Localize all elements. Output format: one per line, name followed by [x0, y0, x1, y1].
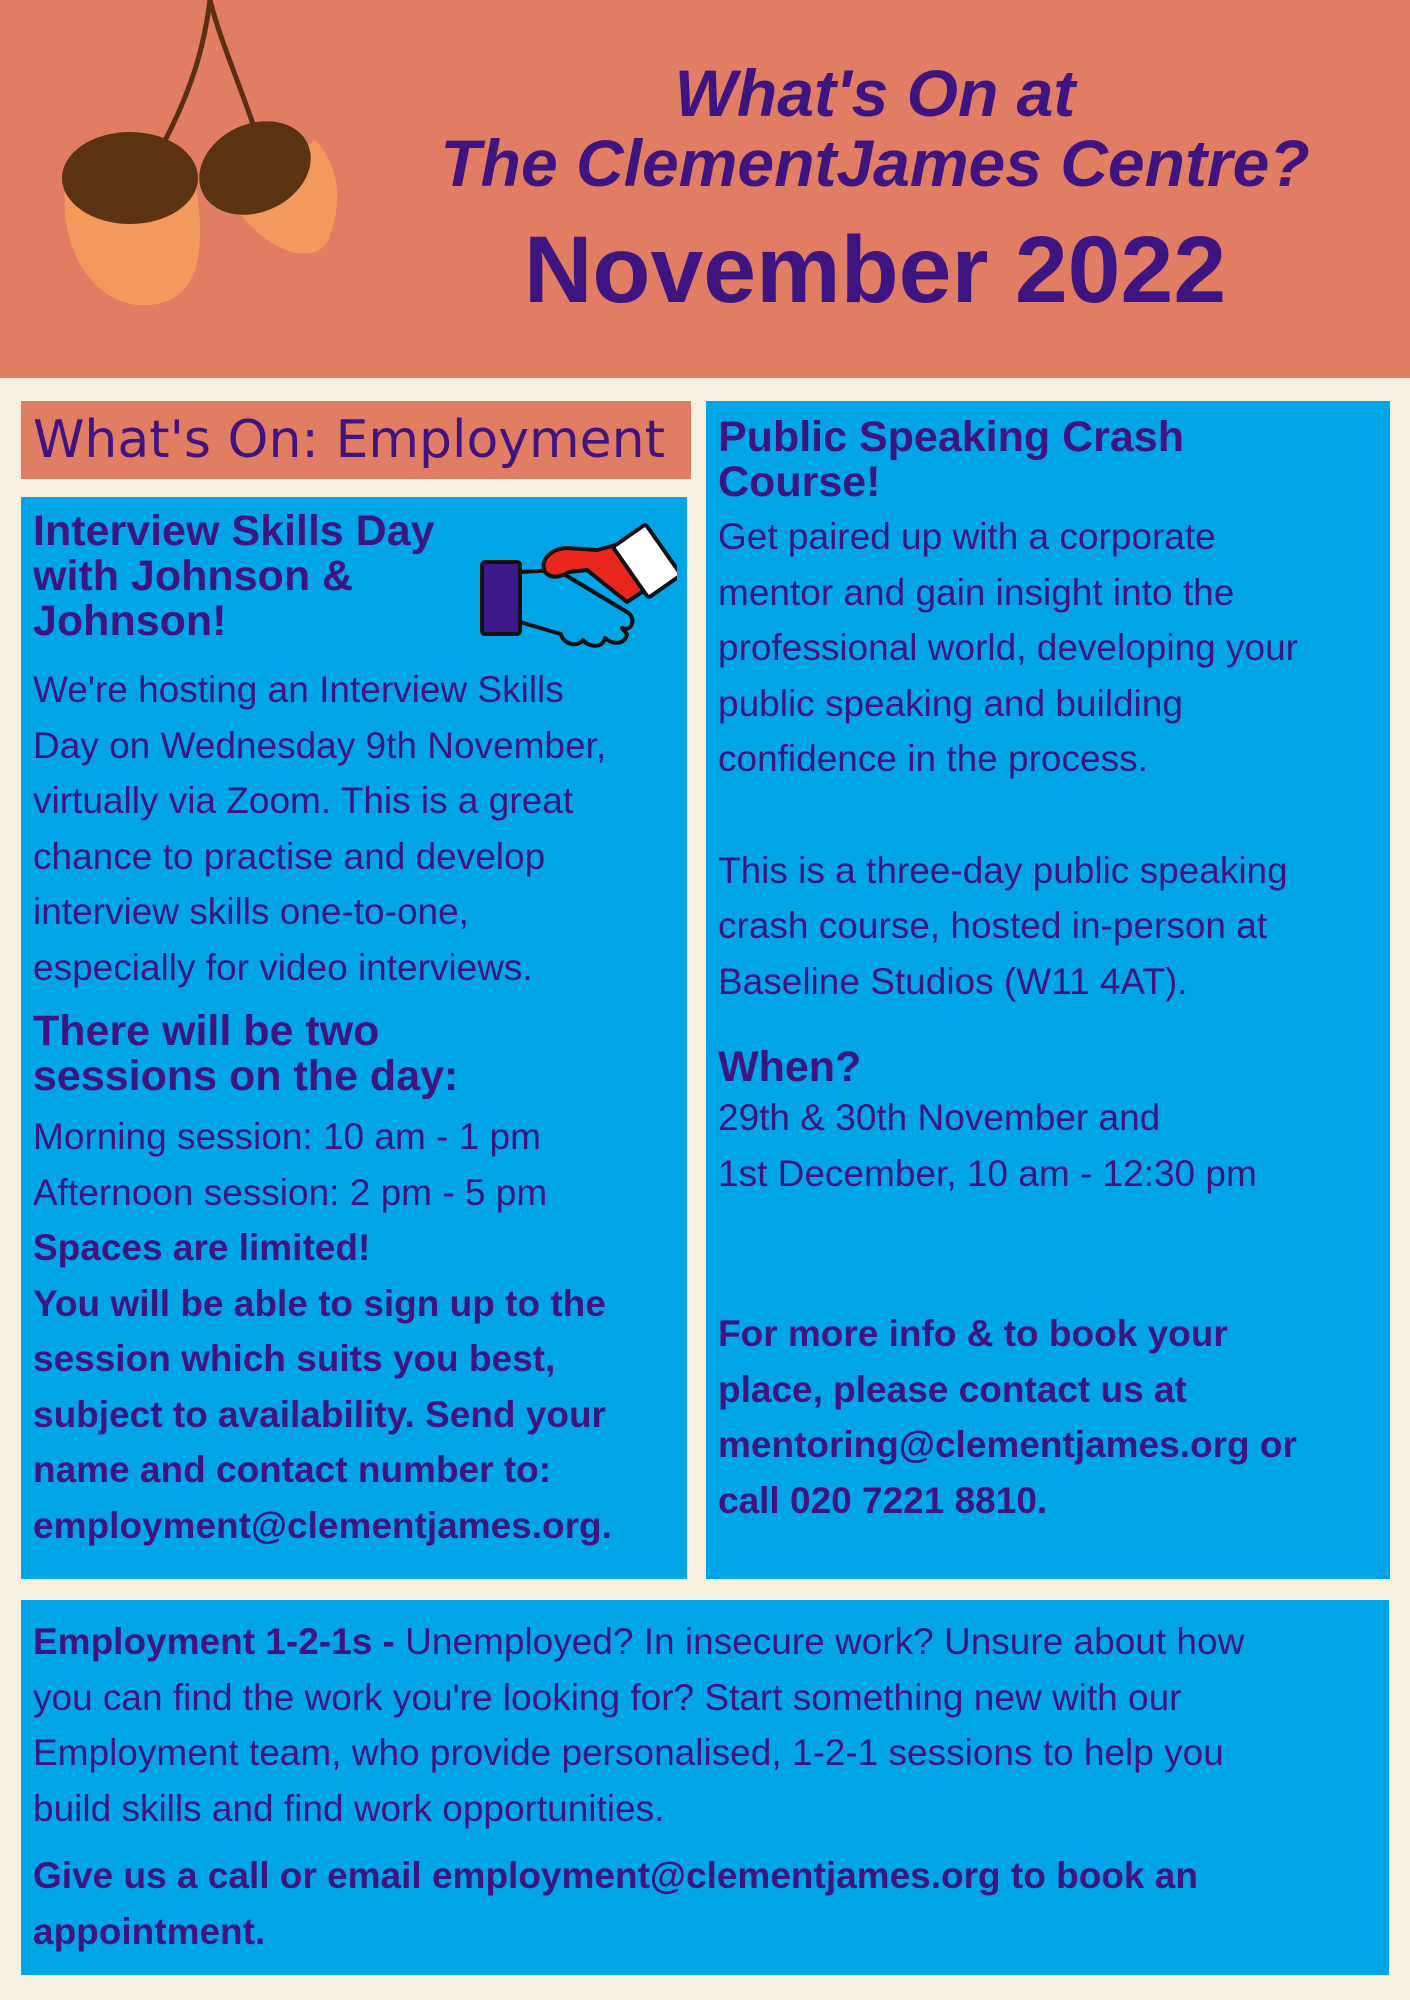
interview-description [33, 662, 675, 995]
intro-line: Get paired up with a corporate [718, 516, 1216, 557]
intro-line: public speaking and building [718, 682, 1183, 724]
when-dates [718, 1090, 1378, 1201]
signup-line: You will be able to sign up to the [33, 1282, 606, 1324]
signup-line: session which suits you best, [33, 1338, 556, 1379]
month-title: November 2022 [523, 217, 1227, 323]
interview-heading-line-3: Johnson! [33, 597, 227, 645]
session-times [33, 1109, 675, 1220]
afternoon-session: Afternoon session: 2 pm - 5 pm [33, 1171, 548, 1213]
page-title [380, 58, 1370, 198]
title-line-2: The ClementJames Centre? [440, 126, 1310, 200]
interview-body-line: Day on Wednesday 9th November, [33, 724, 607, 766]
header-banner [0, 0, 1410, 378]
interview-heading-line-1: Interview Skills Day [33, 507, 435, 555]
employment-121-cta [33, 1848, 1377, 1959]
interview-body-line: chance to practise and develop [33, 835, 546, 877]
intro-line: mentor and gain insight into the [718, 571, 1235, 613]
intro-line: confidence in the process. [718, 738, 1148, 779]
when-heading: When? [718, 1043, 862, 1091]
employment-121-description [33, 1614, 1377, 1836]
employment-121-first-line [33, 1614, 1377, 1670]
when-line: 1st December, 10 am - 12:30 pm [718, 1152, 1257, 1194]
title-line-1: What's On at [674, 56, 1076, 130]
sessions-heading-line-1: There will be two [33, 1007, 380, 1055]
public-speaking-heading [718, 415, 1378, 505]
contact-line: place, please contact us at [718, 1368, 1187, 1410]
details-line: Baseline Studios (W11 4AT). [718, 960, 1188, 1002]
employment-121-line: build skills and find work opportunities. [33, 1787, 665, 1829]
handshake-icon [477, 522, 677, 652]
mentoring-email-link[interactable]: mentoring@clementjames.org or [718, 1424, 1297, 1465]
public-speaking-contact [718, 1306, 1378, 1528]
public-speaking-box [706, 401, 1390, 1579]
sessions-heading [33, 1009, 675, 1099]
signup-info [33, 1220, 675, 1553]
public-speaking-intro [718, 509, 1378, 787]
employment-121-line: you can find the work you're looking for? Start something new with our [33, 1676, 1182, 1718]
details-line: This is a three-day public speaking [718, 849, 1288, 891]
interview-body-line: virtually via Zoom. This is a great [33, 780, 574, 821]
interview-heading-line-2: with Johnson & [33, 552, 354, 600]
signup-line: name and contact number to: [33, 1449, 552, 1490]
employment-121-label: Employment 1-2-1s - [33, 1621, 406, 1662]
interview-body-line: especially for video interviews. [33, 946, 533, 988]
employment-121-line: Unemployed? In insecure work? Unsure about how [405, 1621, 1245, 1662]
sessions-heading-line-2: sessions on the day: [33, 1052, 459, 1100]
details-line: crash course, hosted in-person at [718, 905, 1268, 946]
employment-121-line: Employment team, who provide personalised, 1-2-1 sessions to help you [33, 1732, 1224, 1773]
public-speaking-heading-line-2: Course! [718, 458, 881, 506]
phone-number[interactable]: call 020 7221 8810. [718, 1479, 1048, 1521]
contact-line: For more info & to book your [718, 1313, 1228, 1354]
acorns-icon [55, 0, 345, 320]
section-tab-employment: What's On: Employment [21, 401, 691, 479]
public-speaking-heading-line-1: Public Speaking Crash [718, 413, 1184, 461]
signup-line: Spaces are limited! [33, 1227, 371, 1268]
signup-line: subject to availability. Send your [33, 1393, 606, 1435]
employment-121-box [21, 1600, 1389, 1975]
interview-body-line: interview skills one-to-one, [33, 891, 469, 932]
cta-line[interactable]: Give us a call or email employment@clementjames.org to book an [33, 1855, 1198, 1896]
public-speaking-details [718, 843, 1378, 1010]
morning-session: Morning session: 10 am - 1 pm [33, 1116, 541, 1157]
intro-line: professional world, developing your [718, 627, 1299, 668]
when-line: 29th & 30th November and [718, 1097, 1161, 1138]
employment-email-link[interactable]: employment@clementjames.org. [33, 1504, 612, 1546]
interview-skills-box [21, 497, 687, 1579]
interview-body-line: We're hosting an Interview Skills [33, 669, 564, 710]
cta-line: appointment. [33, 1910, 266, 1952]
